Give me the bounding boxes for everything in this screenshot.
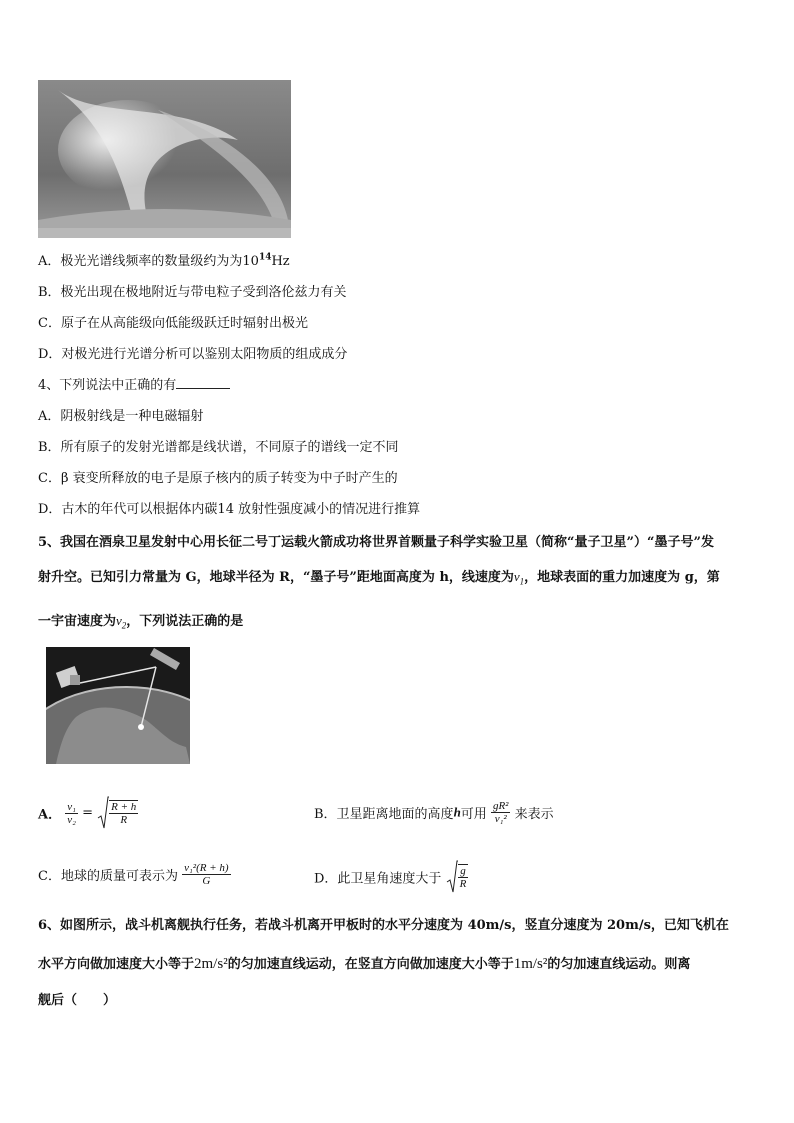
q5-option-c: C．地球的质量可表示为 $\frac{\text{v₁²(R + h)}}{G}$	[38, 862, 229, 887]
aurora-photo	[38, 80, 291, 238]
q5-option-a: A． $\frac{\text{v₁}}{\text{v₂}}$ = $\frac{R + h}{R}$	[38, 796, 138, 830]
q6-stem-line3: 舰后（ ）	[38, 993, 117, 1008]
q5-option-b: B．卫星距离地面的高度h可用 $\frac{\text{gR²}}{\text{v₁²}}$ 来表示	[314, 800, 554, 825]
q4-option-d: D．古木的年代可以根据体内碳14 放射性强度减小的情况进行推算	[38, 502, 421, 517]
q3-option-a: A．极光光谱线频率的数量级约为为$10^{14}Hz$	[38, 252, 290, 269]
q5-stem-line1: 5、我国在酒泉卫星发射中心用长征二号丁运载火箭成功将世界首颗量子科学实验卫星（简称“量子卫星”）“墨子号”发	[38, 535, 714, 550]
satellite-photo	[46, 647, 190, 764]
radical-sign-icon	[446, 860, 458, 894]
q5-option-d: D．此卫星角速度大于 $\frac{g}{R}$	[314, 860, 468, 894]
answer-blank	[176, 376, 230, 389]
q3-option-d: D．对极光进行光谱分析可以鉴别太阳物质的组成成分	[38, 347, 348, 362]
q4-option-b: B．所有原子的发射光谱都是线状谱，不同原子的谱线一定不同	[38, 440, 399, 455]
sqrt-expression: $\frac{R + h}{R}$	[97, 796, 138, 830]
q4-option-a: A．阴极射线是一种电磁辐射	[38, 409, 204, 424]
q3-option-b: B．极光出现在极地附近与带电粒子受到洛伦兹力有关	[38, 285, 347, 300]
q4-stem: 4、下列说法中正确的有	[38, 374, 230, 393]
q6-stem-line2: 水平方向做加速度大小等于2m/s²的匀加速直线运动，在竖直方向做加速度大小等于1m/s²的匀加速直线运动。则离	[38, 956, 691, 972]
q4-option-c: C．β 衰变所释放的电子是原子核内的质子转变为中子时产生的	[38, 471, 398, 486]
q6-stem-line1: 6、如图所示，战斗机离舰执行任务，若战斗机离开甲板时的水平分速度为 40m/s，竖直分速度为 20m/s，已知飞机在	[38, 918, 729, 933]
q5-stem-line2: 射升空。已知引力常量为 G，地球半径为 R，“墨子号”距地面高度为 h，线速度为$v_1$，地球表面的重力加速度为 g，第	[38, 569, 720, 587]
q3-option-c: C．原子在从高能级向低能级跃迁时辐射出极光	[38, 316, 308, 331]
q5-stem-line3: 一宇宙速度为$v_2$，下列说法正确的是	[38, 613, 244, 631]
ratio-fraction: $\frac{\text{v₁}}{\text{v₂}}$	[67, 800, 76, 826]
radical-sign-icon	[97, 796, 109, 830]
